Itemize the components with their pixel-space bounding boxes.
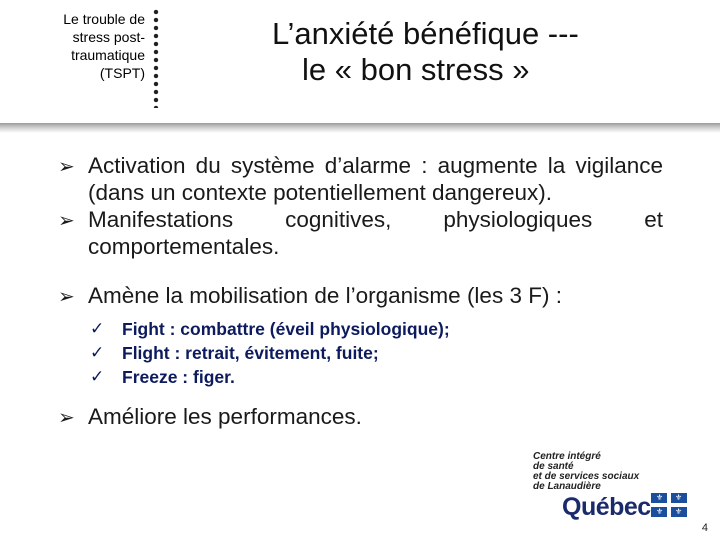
bullet-item xyxy=(58,282,663,389)
arrow-bullet-icon: ➢ xyxy=(58,154,75,178)
slide-title-line-1: L’anxiété bénéfique --- xyxy=(272,16,579,51)
sub-bullet-text: Fight : combattre (éveil physiologique); xyxy=(122,319,450,339)
slide-title xyxy=(272,16,692,88)
quebec-flag-icon: ⚜ ⚜ ⚜ ⚜ xyxy=(651,493,687,517)
sub-bullet-text: Freeze : figer. xyxy=(122,367,235,387)
spacer xyxy=(58,260,663,282)
checkmark-icon: ✓ xyxy=(90,367,105,387)
sub-bullet-item xyxy=(88,341,663,365)
organization-line: Centre intégré xyxy=(533,451,601,462)
bullet-list xyxy=(58,152,663,430)
quebec-wordmark: Québec xyxy=(562,493,651,521)
spacer xyxy=(58,389,663,403)
sub-bullet-item xyxy=(88,317,663,341)
organization-line: de Lanaudière xyxy=(533,481,601,492)
organization-line: de santé xyxy=(533,461,574,472)
checkmark-icon: ✓ xyxy=(90,319,105,339)
bullet-item xyxy=(58,152,663,206)
bullet-item xyxy=(58,403,663,430)
page-number: 4 xyxy=(701,522,708,534)
sub-bullet-text: Flight : retrait, évitement, fuite; xyxy=(122,343,379,363)
header-divider xyxy=(0,123,720,133)
section-label: Le trouble de stress post- traumatique (TSPT) xyxy=(63,11,145,81)
checkmark-icon: ✓ xyxy=(90,343,105,363)
bullet-text: Amène la mobilisation de l’organisme (les 3 F) : xyxy=(88,283,562,308)
dotted-separator xyxy=(153,8,159,108)
arrow-bullet-icon: ➢ xyxy=(58,208,75,232)
sub-bullet-list xyxy=(88,317,663,389)
sub-bullet-item xyxy=(88,365,663,389)
bullet-text: Améliore les performances. xyxy=(88,404,362,429)
bullet-text: Manifestations cognitives, physiologiques et comportementales. xyxy=(88,207,663,259)
organization-name xyxy=(533,452,639,492)
bullet-item xyxy=(58,206,663,260)
slide-title-line-2: le « bon stress » xyxy=(302,52,530,87)
arrow-bullet-icon: ➢ xyxy=(58,405,75,429)
bullet-text: Activation du système d’alarme : augmente la vigilance (dans un contexte potentiellement dangereux). xyxy=(88,153,663,205)
organization-line: et de services sociaux xyxy=(533,471,640,482)
arrow-bullet-icon: ➢ xyxy=(58,284,75,308)
